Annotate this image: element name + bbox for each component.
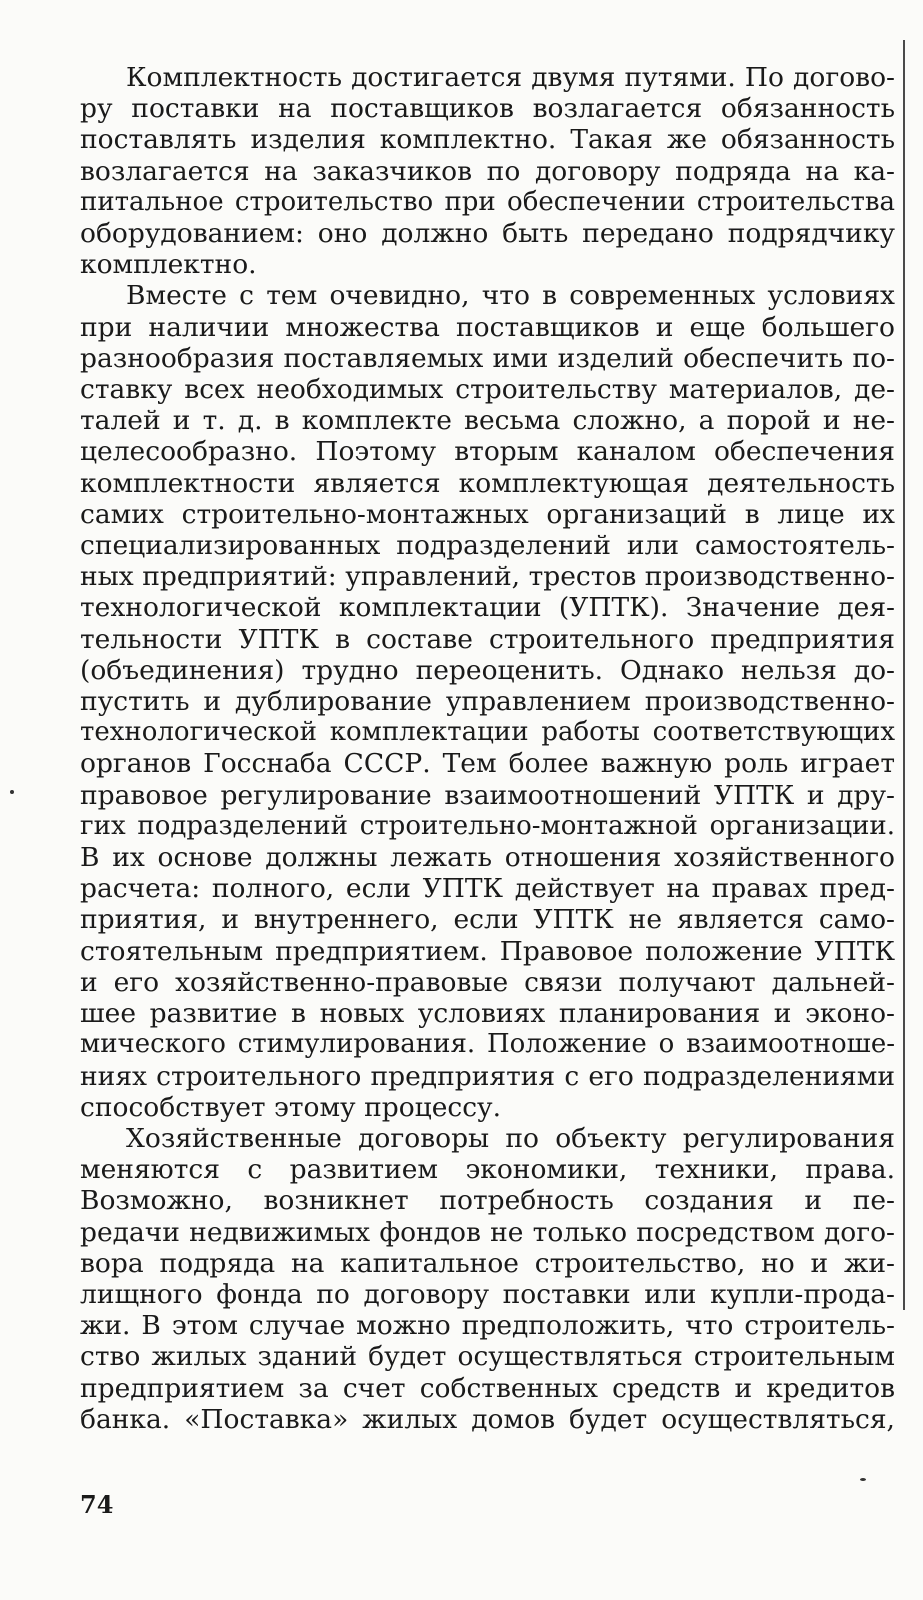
- text-line: лищного фонда по договору поставки или купли-прода-: [80, 1278, 895, 1310]
- text-line: жи. В этом случае можно предположить, что строитель-: [80, 1310, 895, 1342]
- text-line: расчета: полного, если УПТК действует на правах пред-: [80, 873, 895, 905]
- print-speck: [10, 790, 14, 794]
- text-line: комплектности является комплектующая деятельность: [80, 467, 895, 499]
- text-line: ство жилых зданий будет осуществляться строительным: [80, 1341, 895, 1373]
- paragraph-1: [80, 62, 895, 280]
- text-line: возлагается на заказчиков по договору подряда на ка-: [80, 155, 895, 187]
- text-line: специализированных подразделений или самостоятель-: [80, 530, 895, 562]
- text-line: питальное строительство при обеспечении строительства: [80, 186, 895, 217]
- text-line: Хозяйственные договоры по объекту регулирования: [126, 1122, 895, 1154]
- paragraph-2: [80, 280, 895, 1122]
- text-line: ру поставки на поставщиков возлагается обязанность: [80, 93, 895, 125]
- text-line: Вместе с тем очевидно, что в современных условиях: [126, 280, 895, 312]
- body-text: [80, 62, 895, 1435]
- text-line: предприятием за счет собственных средств и кредитов: [80, 1372, 895, 1404]
- text-line: мического стимулирования. Положение о взаимоотноше-: [80, 1029, 895, 1060]
- text-line: правовое регулирование взаимоотношений УПТК и дру-: [80, 779, 895, 811]
- text-line: тельности УПТК в составе строительного предприятия: [80, 623, 895, 655]
- text-line: вора подряда на капитальное строительство, но и жи-: [80, 1247, 895, 1279]
- text-line: ных предприятий: управлений, трестов производственно-: [80, 561, 895, 593]
- text-line: целесообразно. Поэтому вторым каналом обеспечения: [80, 436, 895, 468]
- text-line: органов Госснаба СССР. Тем более важную роль играет: [80, 748, 895, 780]
- text-line: стоятельным предприятием. Правовое положение УПТК: [80, 935, 895, 967]
- page-number: 74: [80, 1490, 114, 1519]
- text-line: Возможно, возникнет потребность создания и пе-: [80, 1185, 895, 1217]
- page-edge-line: [903, 40, 905, 1310]
- text-line: и его хозяйственно-правовые связи получают дальней-: [80, 966, 895, 998]
- text-line: разнообразия поставляемых ими изделий обеспечить по-: [80, 342, 895, 374]
- text-line: ниях строительного предприятия с его подразделениями: [80, 1060, 895, 1092]
- text-line: технологической комплектации работы соответствующих: [80, 717, 895, 748]
- text-line: технологической комплектации (УПТК). Значение дея-: [80, 592, 895, 624]
- text-line: ставку всех необходимых строительству материалов, де-: [80, 374, 895, 406]
- text-line: редачи недвижимых фондов не только посредством дого-: [80, 1216, 895, 1248]
- text-line: шее развитие в новых условиях планирования и эконо-: [80, 998, 895, 1030]
- text-line: (объединения) трудно переоценить. Однако нельзя до-: [80, 654, 895, 686]
- text-line: приятия, и внутреннего, если УПТК не является само-: [80, 904, 895, 936]
- text-line: В их основе должны лежать отношения хозяйственного: [80, 842, 895, 874]
- text-line: поставлять изделия комплектно. Такая же обязанность: [80, 124, 895, 156]
- paragraph-3: [80, 1123, 895, 1435]
- print-speck: [860, 1478, 866, 1481]
- text-line: способствует этому процессу.: [80, 1091, 502, 1123]
- text-line: оборудованием: оно должно быть передано подрядчику: [80, 218, 895, 250]
- text-line: меняются с развитием экономики, техники, права.: [80, 1154, 895, 1186]
- text-line: самих строительно-монтажных организаций в лице их: [80, 498, 895, 530]
- text-line: комплектно.: [80, 249, 257, 281]
- text-line: гих подразделений строительно-монтажной организации.: [80, 810, 895, 841]
- text-line: при наличии множества поставщиков и еще большего: [80, 311, 895, 343]
- text-line: пустить и дублирование управлением производственно-: [80, 686, 895, 718]
- text-line: талей и т. д. в комплекте весьма сложно, а порой и не-: [80, 405, 895, 437]
- text-line: Комплектность достигается двумя путями. По догово-: [126, 62, 895, 93]
- text-line: банка. «Поставка» жилых домов будет осуществляться,: [80, 1403, 895, 1435]
